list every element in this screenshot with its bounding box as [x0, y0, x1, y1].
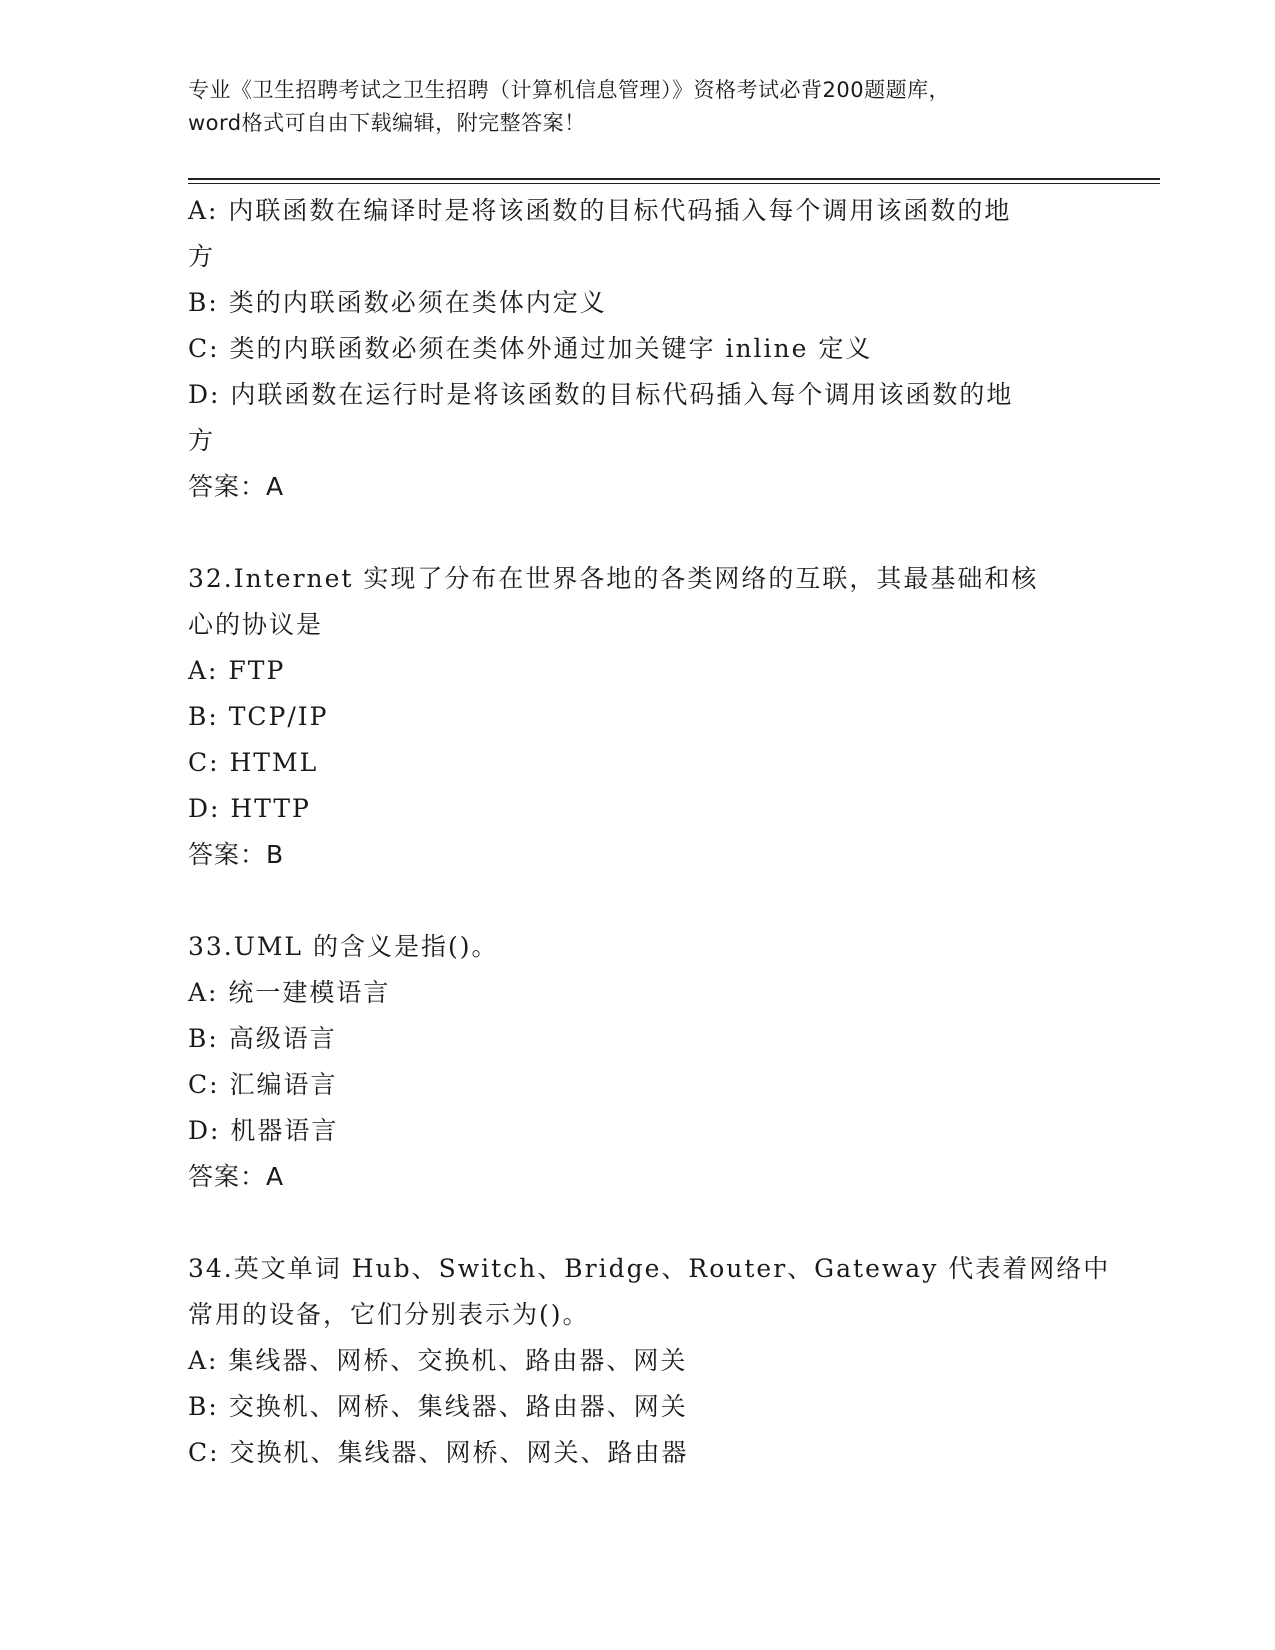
- question-34: [188, 1246, 1111, 1476]
- q34-option-a: A: 集线器、网桥、交换机、路由器、网关: [188, 1346, 688, 1375]
- q32-stem-line-2: 心的协议是: [188, 610, 324, 639]
- header-rule-thick: [188, 178, 1160, 180]
- question-content: [188, 188, 1111, 1476]
- document-header: [188, 74, 1088, 140]
- q32-option-a: A: FTP: [188, 656, 286, 685]
- q33-option-d: D: 机器语言: [188, 1116, 339, 1145]
- spacer: [188, 878, 1088, 924]
- q31-option-c: C: 类的内联函数必须在类体外通过加关键字 inline 定义: [188, 334, 873, 363]
- q31-option-d-line-1: D: 内联函数在运行时是将该函数的目标代码插入每个调用该函数的地: [188, 380, 1014, 409]
- q31-option-b: B: 类的内联函数必须在类体内定义: [188, 288, 607, 317]
- q31-option-d-line-2: 方: [188, 426, 216, 455]
- q34-option-c: C: 交换机、集线器、网桥、网关、路由器: [188, 1438, 689, 1467]
- q32-option-b: B: TCP/IP: [188, 702, 329, 731]
- q32-stem-line-1: 32.Internet 实现了分布在世界各地的各类网络的互联，其最基础和核: [188, 564, 1039, 593]
- q33-option-c: C: 汇编语言: [188, 1070, 338, 1099]
- q33-answer: 答案：A: [188, 1162, 285, 1191]
- q32-option-c: C: HTML: [188, 748, 319, 777]
- q34-stem-line-2: 常用的设备，它们分别表示为()。: [188, 1300, 590, 1329]
- question-32: [188, 556, 1088, 878]
- question-33: [188, 924, 1088, 1200]
- q33-option-b: B: 高级语言: [188, 1024, 337, 1053]
- q34-option-b: B: 交换机、网桥、集线器、路由器、网关: [188, 1392, 688, 1421]
- spacer: [188, 510, 1088, 556]
- header-rule-thin: [188, 183, 1160, 184]
- q31-option-a-line-2: 方: [188, 242, 216, 271]
- q31-option-a-line-1: A: 内联函数在编译时是将该函数的目标代码插入每个调用该函数的地: [188, 196, 1012, 225]
- header-line-2: word格式可自由下载编辑，附完整答案！: [188, 111, 586, 135]
- question-31: [188, 188, 1088, 510]
- q34-stem-line-1: 34.英文单词 Hub、Switch、Bridge、Router、Gateway 代表着网络中: [188, 1254, 1111, 1283]
- q33-option-a: A: 统一建模语言: [188, 978, 391, 1007]
- q32-answer: 答案：B: [188, 840, 285, 869]
- spacer: [188, 1200, 1088, 1246]
- q31-answer: 答案：A: [188, 472, 285, 501]
- q32-option-d: D: HTTP: [188, 794, 311, 823]
- q33-stem: 33.UML 的含义是指()。: [188, 932, 499, 961]
- header-line-1: 专业《卫生招聘考试之卫生招聘（计算机信息管理）》资格考试必背200题题库，: [188, 78, 951, 102]
